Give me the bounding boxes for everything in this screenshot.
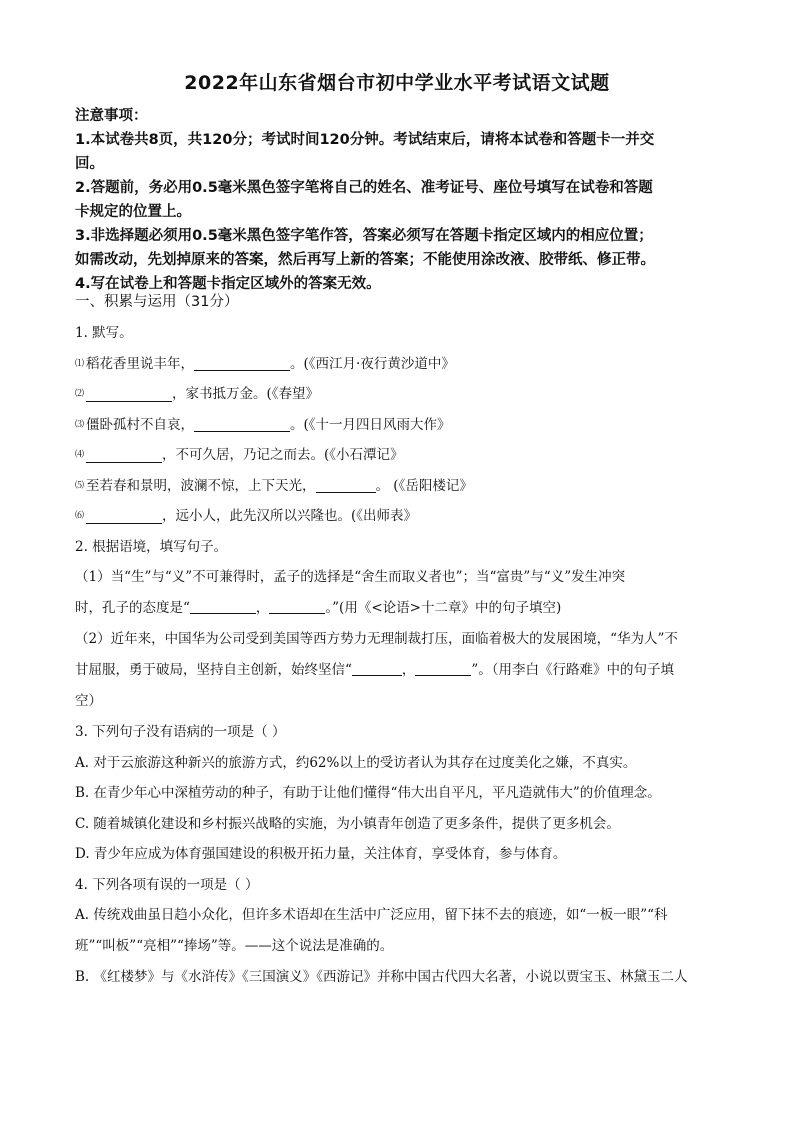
line-text: 。”(用《<论语>十二章》中的句子填空): [325, 600, 562, 616]
paragraph-line: （2）近年来，中国华为公司受到美国等西方势力无理制裁打压，面临着极大的发展困境，“华为人”不: [75, 631, 678, 647]
item-text: ，远小人，此先汉所以兴隆也。(《出师表》: [162, 508, 418, 525]
paragraph-line: A. 传统戏曲虽日趋小众化，但许多术语却在生活中广泛应用，留下抹不去的痕迹，如“一板一眼”“科: [75, 907, 668, 923]
answer-blank[interactable]: [86, 387, 172, 402]
dictation-item: [75, 471, 720, 502]
paragraph-line: 甘屈服，勇于破局，坚持自主创新，始终坚信“ ， ”。（用李白《行路难》中的句子填: [75, 662, 675, 678]
item-text: ，不可久居，乃记之而去。(《小石潭记》: [162, 447, 404, 464]
notice-heading: 注意事项：: [75, 108, 148, 124]
question-2-part-2: [75, 624, 720, 717]
questions-body: [75, 318, 720, 993]
question-4-stem: [75, 870, 720, 901]
notice-block: [75, 104, 725, 296]
item-number: ⑶: [75, 419, 85, 430]
answer-option: [75, 809, 720, 840]
dictation-item: [75, 501, 720, 532]
line-text: ”。（用李白《行路难》中的句子填: [471, 662, 675, 678]
answer-blank[interactable]: [86, 509, 162, 524]
question-1-stem: [75, 318, 720, 349]
dictation-item: [75, 410, 720, 441]
dictation-item: [75, 440, 720, 471]
item-text: 。(《西江月·夜行黄沙道中》: [290, 355, 455, 372]
line-text: 时，孔子的态度是“: [75, 600, 190, 616]
answer-blank[interactable]: [194, 356, 290, 371]
item-text: 。(《十一月四日风雨大作》: [290, 416, 451, 433]
paragraph-line: B. 《红楼梦》与《水浒传》《三国演义》《西游记》并称中国古代四大名著，小说以贾宝玉、林黛玉二人: [75, 969, 688, 985]
section-heading: 一、积累与运用（31分）: [75, 294, 239, 310]
paragraph-line: 空）: [75, 693, 102, 709]
item-text: 至若春和景明，波澜不惊，上下天光，: [86, 477, 316, 494]
notice-line: 如需改动，先划掉原来的答案，然后再写上新的答案；不能使用涂改液、胶带纸、修正带。: [75, 252, 655, 268]
notice-line: 3.非选择题必须用0.5毫米黑色签字笔作答，答案必须写在答题卡指定区域内的相应位置；: [75, 228, 653, 244]
notice-line: 1.本试卷共8页，共120分；考试时间120分钟。考试结束后，请将本试卷和答题卡一并交: [75, 132, 655, 148]
option-text: B. 在青少年心中深植劳动的种子，有助于让他们懂得“伟大出自平凡，平凡造就伟大”的价值理念。: [75, 785, 661, 802]
answer-blank[interactable]: [352, 661, 402, 676]
question-3-stem: [75, 717, 720, 748]
notice-line: 2.答题前，务必用0.5毫米黑色签字笔将自己的姓名、准考证号、座位号填写在试卷和答题: [75, 180, 653, 196]
option-text: C. 随着城镇化建设和乡村振兴战略的实施，为小镇青年创造了更多条件，提供了更多机会。: [75, 815, 620, 832]
answer-blank[interactable]: [86, 448, 162, 463]
item-text: 。 (《岳阳楼记》: [375, 477, 473, 494]
dictation-item: [75, 379, 720, 410]
item-number: ⑹: [75, 511, 85, 522]
item-text: ，家书抵万金。(《春望》: [172, 386, 320, 403]
notice-line: 4.写在试卷上和答题卡指定区域外的答案无效。: [75, 276, 381, 292]
item-number: ⑸: [75, 480, 85, 491]
answer-blank[interactable]: [194, 417, 290, 432]
question-stem: 2. 根据语境，填写句子。: [75, 538, 228, 555]
item-number: ⑴: [75, 358, 85, 369]
answer-option: [75, 900, 720, 993]
dictation-item: [75, 349, 720, 380]
item-number: ⑷: [75, 450, 85, 461]
answer-blank[interactable]: [190, 599, 256, 614]
answer-blank[interactable]: [316, 478, 376, 493]
item-text: 僵卧孤村不自哀，: [86, 416, 195, 433]
paragraph-line: 时，孔子的态度是“ ， 。”(用《<论语>十二章》中的句子填空): [75, 600, 562, 616]
notice-line: 回。: [75, 156, 104, 172]
paragraph-line: （1）当“生”与“义”不可兼得时，孟子的选择是“舍生而取义者也”；当“富贵”与“义”发生冲突: [75, 569, 626, 585]
answer-blank[interactable]: [415, 661, 471, 676]
item-number: ⑵: [75, 389, 85, 400]
option-text: A. 对于云旅游这种新兴的旅游方式，约62%以上的受访者认为其存在过度美化之嫌，不真实。: [75, 754, 637, 771]
line-text: 甘屈服，勇于破局，坚持自主创新，始终坚信“: [75, 662, 352, 678]
question-2-part-1: [75, 562, 720, 624]
answer-option: [75, 839, 720, 870]
item-text: 稻花香里说丰年，: [86, 355, 195, 372]
question-stem: 1. 默写。: [75, 325, 133, 342]
paragraph-line: 班”“叫板”“亮相”“捧场”等。——这个说法是准确的。: [75, 938, 394, 954]
page-title: 2022年山东省烟台市初中学业水平考试语文试题: [184, 72, 610, 94]
answer-option: [75, 748, 720, 779]
answer-option: [75, 778, 720, 809]
question-stem: 4. 下列各项有误的一项是（ ）: [75, 876, 259, 893]
question-stem: 3. 下列句子没有语病的一项是（ ）: [75, 724, 286, 741]
question-2-stem: [75, 532, 720, 563]
notice-line: 卡规定的位置上。: [75, 204, 191, 220]
option-text: D. 青少年应成为体育强国建设的积极开拓力量，关注体育，享受体育，参与体育。: [75, 846, 567, 863]
answer-blank[interactable]: [269, 599, 325, 614]
